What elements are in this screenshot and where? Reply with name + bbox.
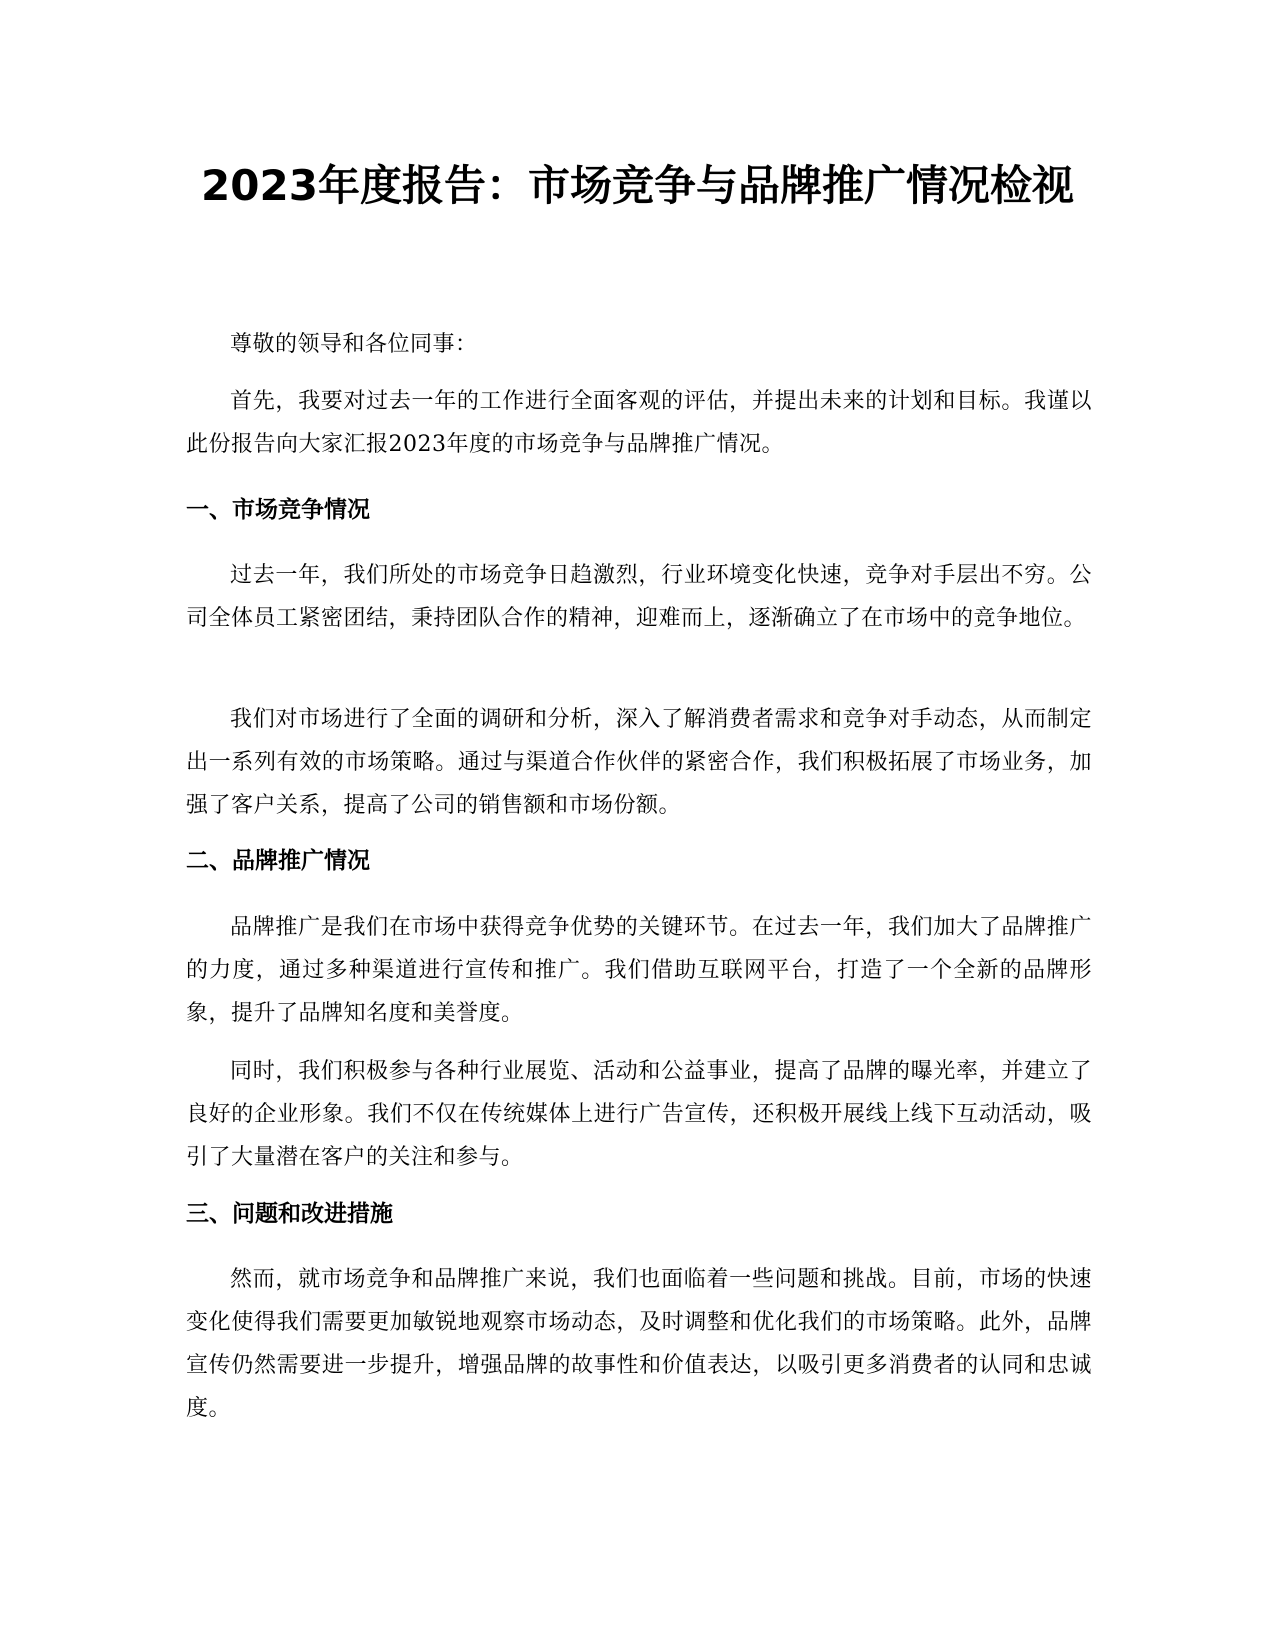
- section-2-paragraph-2: 同时，我们积极参与各种行业展览、活动和公益事业，提高了品牌的曝光率，并建立了良好的企业形象。我们不仅在传统媒体上进行广告宣传，还积极开展线上线下互动活动，吸引了大量潜在客户的关注和参与。: [186, 1059, 1092, 1170]
- section-heading-brand-promotion: 二、品牌推广情况: [186, 848, 370, 874]
- section-heading-market-competition: 一、市场竞争情况: [186, 497, 370, 523]
- intro-paragraph: 首先，我要对过去一年的工作进行全面客观的评估，并提出未来的计划和目标。我谨以此份报告向大家汇报2023年度的市场竞争与品牌推广情况。: [186, 389, 1092, 457]
- section-3-paragraph-1: 然而，就市场竞争和品牌推广来说，我们也面临着一些问题和挑战。目前，市场的快速变化使得我们需要更加敏锐地观察市场动态，及时调整和优化我们的市场策略。此外，品牌宣传仍然需要进一步提升，增强品牌的故事性和价值表达，以吸引更多消费者的认同和忠诚度。: [186, 1267, 1092, 1421]
- greeting-paragraph: 尊敬的领导和各位同事：: [230, 332, 478, 357]
- section-2-paragraph-1: 品牌推广是我们在市场中获得竞争优势的关键环节。在过去一年，我们加大了品牌推广的力度，通过多种渠道进行宣传和推广。我们借助互联网平台，打造了一个全新的品牌形象，提升了品牌知名度和美誉度。: [186, 915, 1092, 1026]
- section-1-paragraph-2: 我们对市场进行了全面的调研和分析，深入了解消费者需求和竞争对手动态，从而制定出一系列有效的市场策略。通过与渠道合作伙伴的紧密合作，我们积极拓展了市场业务，加强了客户关系，提高了公司的销售额和市场份额。: [186, 707, 1092, 818]
- document-title: 2023年度报告：市场竞争与品牌推广情况检视: [201, 161, 1074, 210]
- section-1-paragraph-1: 过去一年，我们所处的市场竞争日趋激烈，行业环境变化快速，竞争对手层出不穷。公司全体员工紧密团结，秉持团队合作的精神，迎难而上，逐渐确立了在市场中的竞争地位。: [186, 563, 1092, 631]
- section-heading-issues-improvements: 三、问题和改进措施: [186, 1201, 393, 1227]
